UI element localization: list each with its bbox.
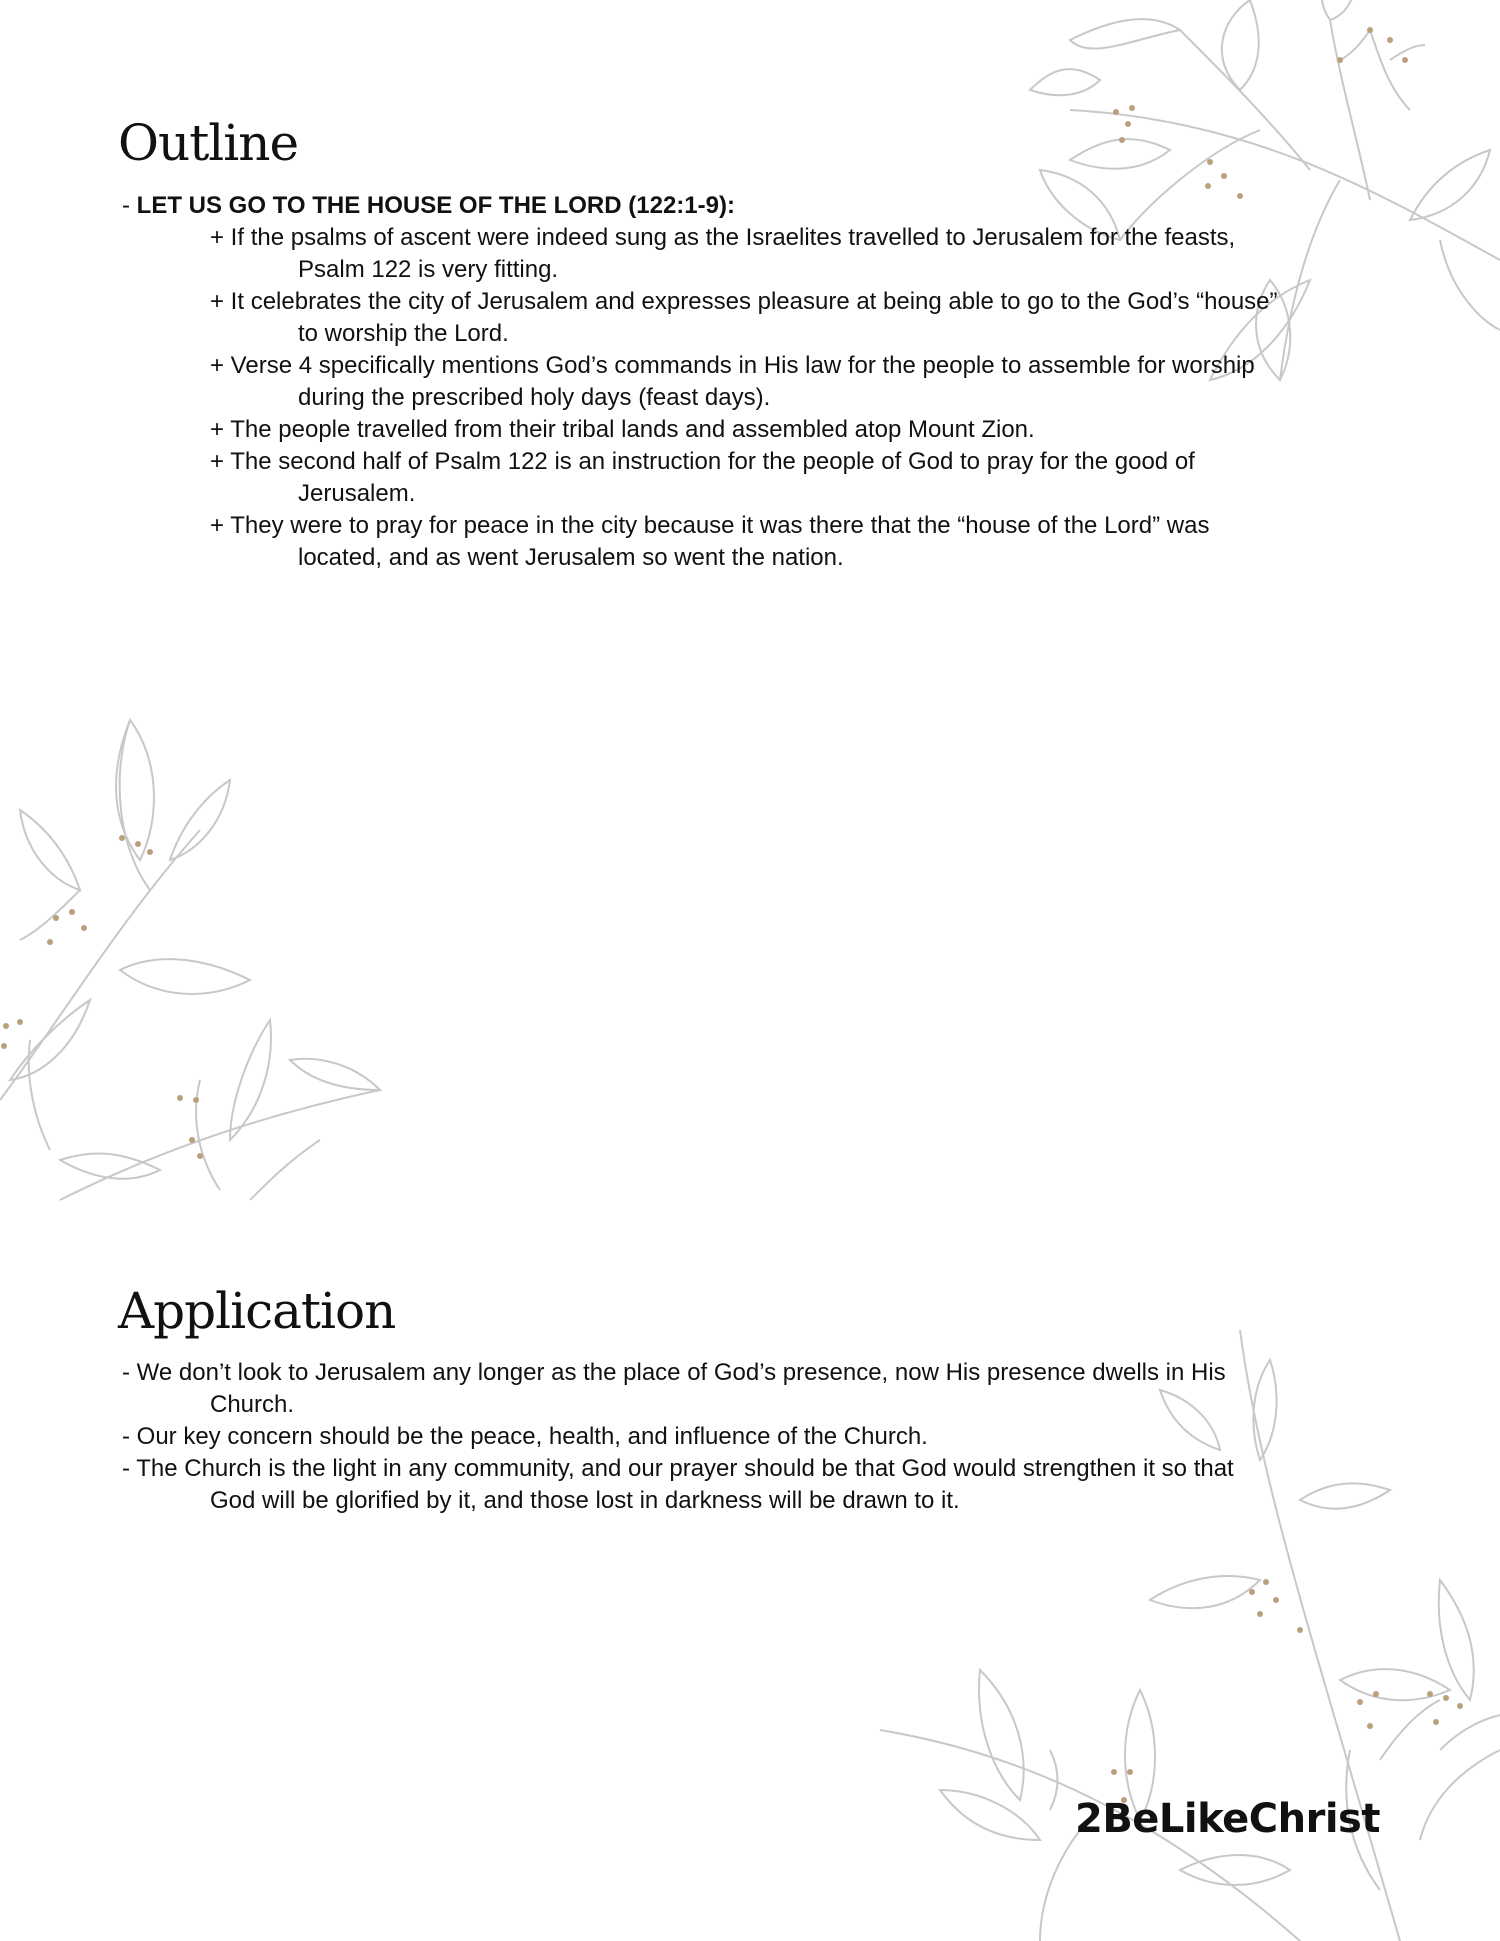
outline-point: + They were to pray for peace in the city because it was there that the “house of the Lord” was — [210, 512, 1210, 539]
application-point-continuation: God will be glorified by it, and those lost in darkness will be drawn to it. — [210, 1487, 960, 1514]
outline-point: + If the psalms of ascent were indeed sung as the Israelites travelled to Jerusalem for the feasts, — [210, 224, 1236, 251]
outline-point: + The second half of Psalm 122 is an instruction for the people of God to pray for the good of — [210, 448, 1195, 475]
brand-logo-text: 2BeLikeChrist — [1074, 1796, 1380, 1842]
botanical-illustration-left — [0, 720, 400, 1200]
outline-point-continuation: Jerusalem. — [298, 480, 416, 507]
application-point: - We don’t look to Jerusalem any longer as the place of God’s presence, now His presence dwells in His — [122, 1359, 1226, 1386]
application-title: Application — [118, 1282, 396, 1340]
outline-point-continuation: located, and as went Jerusalem so went the nation. — [298, 544, 844, 571]
application-point: - The Church is the light in any community, and our prayer should be that God would strengthen it so that — [122, 1455, 1234, 1482]
outline-content — [122, 190, 1278, 574]
application-point-continuation: Church. — [210, 1391, 295, 1418]
outline-point-continuation: during the prescribed holy days (feast days). — [298, 384, 771, 411]
application-point: - Our key concern should be the peace, health, and influence of the Church. — [122, 1423, 928, 1450]
outline-point: + The people travelled from their tribal lands and assembled atop Mount Zion. — [210, 416, 1035, 443]
application-content — [122, 1357, 1234, 1517]
outline-point-continuation: Psalm 122 is very fitting. — [298, 256, 559, 283]
outline-heading-text: LET US GO TO THE HOUSE OF THE LORD (122:1-9): — [136, 192, 735, 219]
outline-heading-prefix: - — [122, 192, 137, 219]
outline-heading — [122, 190, 1278, 222]
outline-point: + Verse 4 specifically mentions God’s commands in His law for the people to assemble for worship — [210, 352, 1255, 379]
outline-point: + It celebrates the city of Jerusalem and expresses pleasure at being able to go to the God’s “house” — [210, 288, 1278, 315]
outline-title: Outline — [118, 114, 299, 172]
outline-point-continuation: to worship the Lord. — [298, 320, 509, 347]
